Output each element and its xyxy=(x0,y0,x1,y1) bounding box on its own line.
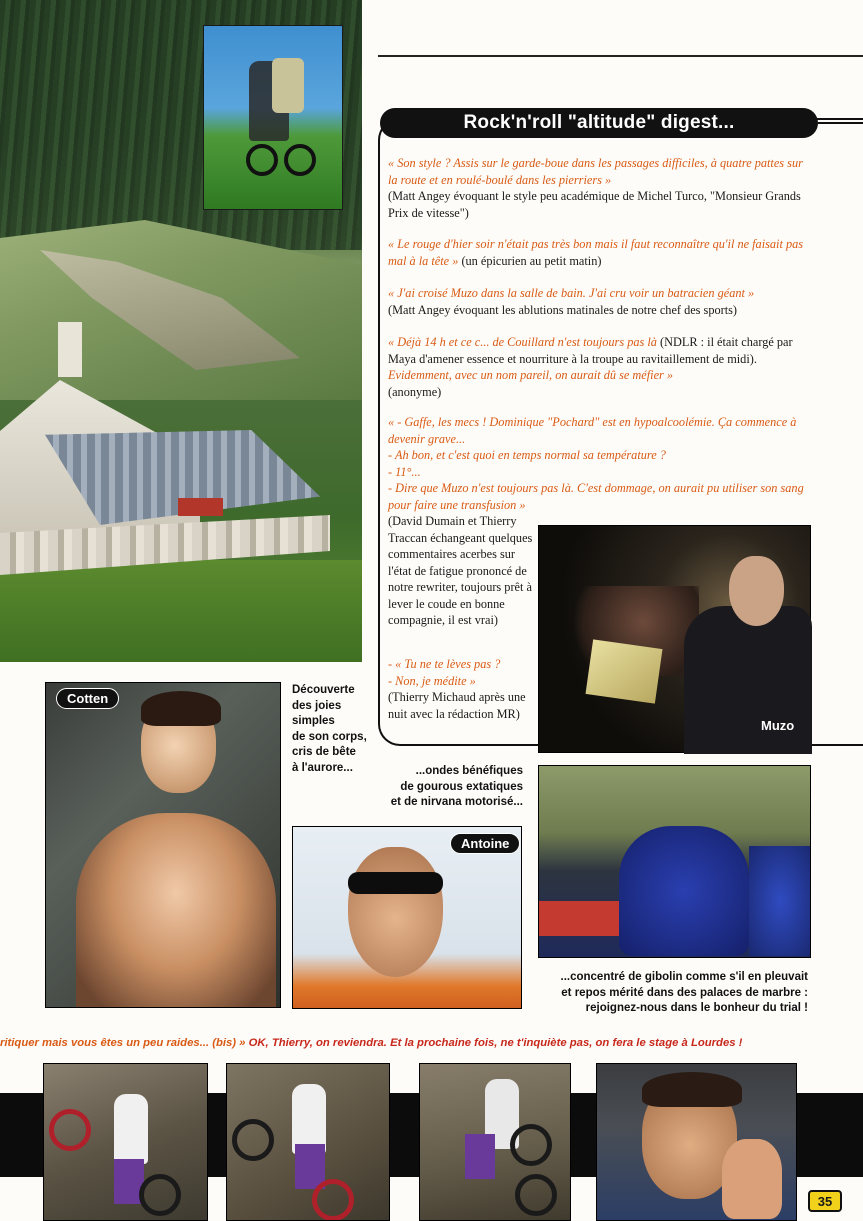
quote-4-note-2: (anonyme) xyxy=(388,384,442,399)
quote-4-note: (NDLR : il était chargé par Maya d'amener essence et nourriture à la troupe au ravitaillement de midi). xyxy=(388,335,793,366)
banner-red-text: OK, Thierry, on reviendra. Et la prochaine fois, ne t'inquiète pas, on fera le stage à Lourdes ! xyxy=(245,1037,743,1049)
cotten-caption-line-1: Découverte xyxy=(292,684,355,696)
antoine-label: Antoine xyxy=(450,833,520,854)
bike-wheel xyxy=(312,1179,354,1221)
rider-pants xyxy=(465,1134,495,1179)
quote-6 xyxy=(388,656,533,722)
quote-3 xyxy=(388,285,808,318)
chalet-chimney xyxy=(58,322,82,377)
sleeping-bags-photo xyxy=(538,765,811,958)
quote-4-text-2: Evidemment, avec un nom pareil, on aurait dû se méfier » xyxy=(388,368,674,382)
header-rule xyxy=(378,55,863,57)
rear-wheel xyxy=(284,144,316,176)
cotten-label: Cotten xyxy=(56,688,119,709)
sleep-caption-line-1: ...concentré de gibolin comme s'il en pleuvait xyxy=(560,971,808,983)
trial-photo-3 xyxy=(419,1063,571,1221)
food-box xyxy=(586,639,663,703)
trial-photo-2 xyxy=(226,1063,390,1221)
waving-hand xyxy=(722,1139,782,1219)
quote-5-line-1: « - Gaffe, les mecs ! Dominique "Pochard" est en hypoalcoolémie. Ça commence à devenir grave... xyxy=(388,415,797,446)
cotten-hair xyxy=(141,691,221,726)
quote-5-line-2: - Ah bon, et c'est quoi en temps normal sa température ? xyxy=(388,448,666,462)
quote-2 xyxy=(388,236,808,269)
page-number: 35 xyxy=(808,1190,842,1212)
sleeping-bag xyxy=(619,826,749,956)
bike-wheel xyxy=(49,1109,91,1151)
running-banner xyxy=(0,1037,863,1057)
red-bag xyxy=(539,901,619,936)
cotten-caption xyxy=(292,683,367,776)
muzo-label: Muzo xyxy=(761,718,795,733)
muzo-face xyxy=(729,556,784,626)
man-hair xyxy=(642,1072,742,1107)
quote-2-note: (un épicurien au petit matin) xyxy=(461,253,602,268)
antoine-caption-line-3: et de nirvana motorisé... xyxy=(390,796,523,808)
antoine-caption-line-1: ...ondes bénéfiques xyxy=(415,765,523,777)
antoine-caption xyxy=(380,764,523,811)
sleeping-bag xyxy=(749,846,811,956)
quote-2-text: « Le rouge d'hier soir n'était pas très bon mais il faut reconnaître qu'il ne faisait pas mal à la tête » xyxy=(388,237,804,268)
quote-6-line-1: - « Tu ne te lèves pas ? xyxy=(388,657,501,671)
quote-4-text: « Déjà 14 h et ce c... de Couillard n'est toujours pas là xyxy=(388,335,657,349)
quote-6-note: (Thierry Michaud après une nuit avec la rédaction MR) xyxy=(388,690,526,721)
sleep-caption-line-2: et repos mérité dans des palaces de marbre : xyxy=(561,986,808,999)
red-sign xyxy=(178,498,223,516)
banner-orange-text: ritiquer mais vous êtes un peu raides... (bis) » xyxy=(0,1037,246,1049)
quote-5-note: (David Dumain et Thierry Traccan échangeant quelques commentaires acerbes sur l'état de fatigue prononcé de notre rewriter, toujours prêt à lever le coude en bonne compagnie, il est vrai) xyxy=(388,514,533,627)
quote-3-note: (Matt Angey évoquant les ablutions matinales de notre chef des sports) xyxy=(388,302,738,317)
quote-1 xyxy=(388,155,808,221)
meadow xyxy=(0,560,362,662)
cotten-caption-line-2: des joies xyxy=(292,699,342,712)
quote-5-line-3: - 11°... xyxy=(388,464,421,479)
quote-1-note: (Matt Angey évoquant le style peu académique de Michel Turco, "Monsieur Grands Prix de vitesse") xyxy=(388,189,801,220)
bike-wheel xyxy=(139,1174,181,1216)
cotten-caption-line-6: à l'aurore... xyxy=(292,761,353,774)
quote-5 xyxy=(388,414,808,513)
rider-backpack xyxy=(272,58,304,113)
cotten-caption-line-3: simples xyxy=(292,715,335,727)
cotten-torso xyxy=(76,813,276,1008)
rider xyxy=(114,1094,148,1164)
cotten-caption-line-4: de son corps, xyxy=(292,730,367,743)
sleep-caption xyxy=(530,970,808,1017)
digest-title: Rock'n'roll "altitude" digest... xyxy=(380,108,818,138)
antoine-caption-line-2: de gourous extatiques xyxy=(400,780,523,793)
quote-5-note-block xyxy=(388,513,533,629)
quote-3-text: « J'ai croisé Muzo dans la salle de bain. J'ai cru voir un batracien géant » xyxy=(388,286,755,300)
trial-photo-1 xyxy=(43,1063,208,1221)
antoine-face xyxy=(348,847,443,977)
biker-inset-photo xyxy=(203,25,343,210)
smiling-man-photo xyxy=(596,1063,797,1221)
muzo-photo xyxy=(538,525,811,753)
quote-4 xyxy=(388,334,808,400)
quote-1-text: « Son style ? Assis sur le garde-boue dans les passages difficiles, à quatre pattes sur la route et en roulé-boulé dans les pierriers » xyxy=(388,156,803,187)
cotten-photo xyxy=(45,682,281,1008)
bike-wheel xyxy=(515,1174,557,1216)
cotten-caption-line-5: cris de bête xyxy=(292,746,356,758)
quote-6-line-2: - Non, je médite » xyxy=(388,673,476,688)
title-rule xyxy=(818,122,863,124)
bike-wheel xyxy=(510,1124,552,1166)
front-wheel xyxy=(246,144,278,176)
sunglasses xyxy=(348,872,443,894)
quote-5-line-4: - Dire que Muzo n'est toujours pas là. C'est dommage, on aurait pu utiliser son sang pour faire une transfusion » xyxy=(388,481,804,512)
sleep-caption-line-3: rejoignez-nous dans le bonheur du trial ! xyxy=(585,1002,808,1014)
bike-wheel xyxy=(232,1119,274,1161)
